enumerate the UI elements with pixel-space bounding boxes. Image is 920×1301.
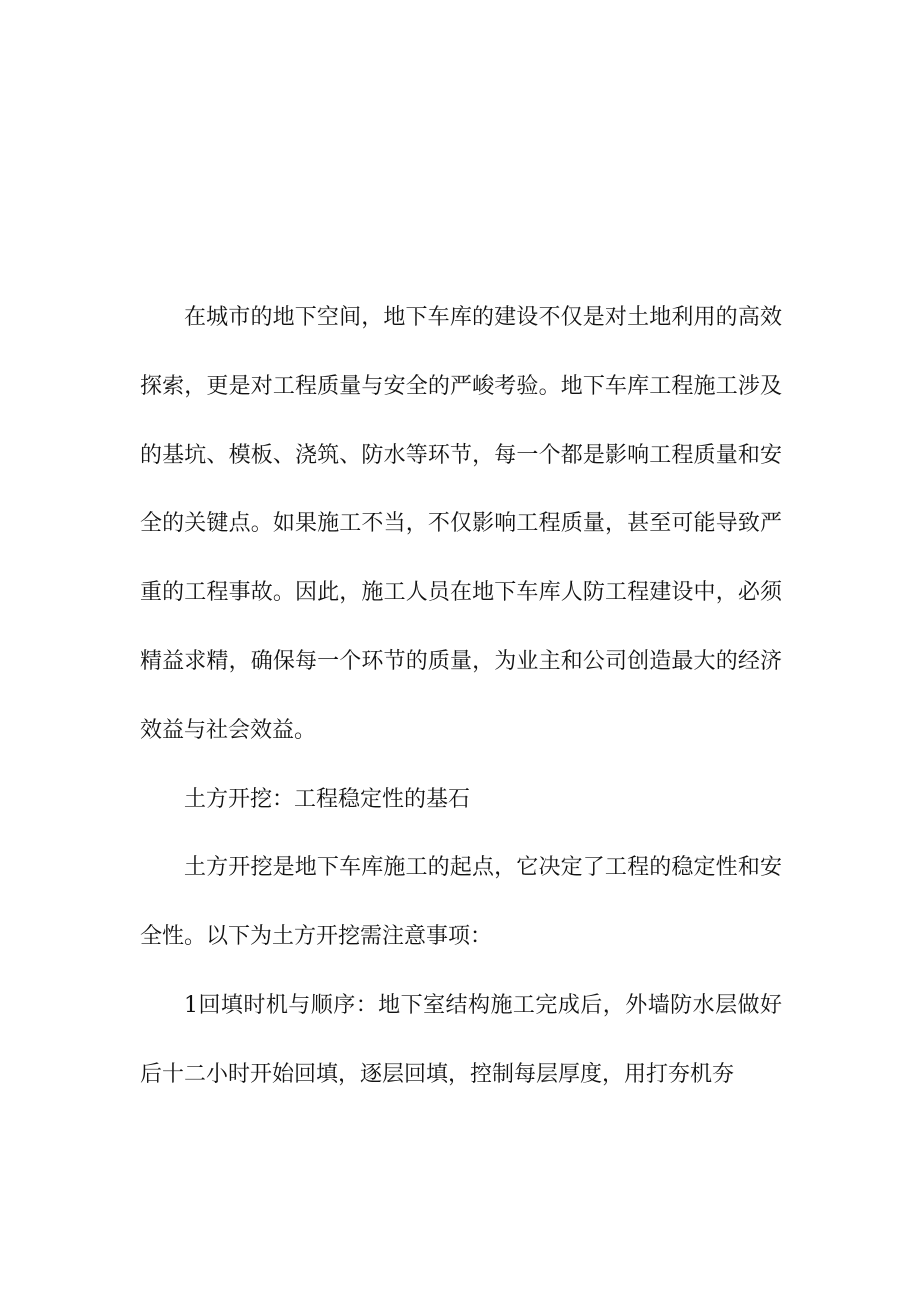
intro-paragraph: 在城市的地下空间，地下车库的建设不仅是对土地利用的高效探索，更是对工程质量与安全的严峻考验。地下车库工程施工涉及的基坑、模板、浇筑、防水等环节，每一个都是影响工程质量和安全的关键点。如果施工不当，不仅影响工程质量，甚至可能导致严重的工程事故。因此，施工人员在地下车库人防工程建设中，必须精益求精，确保每一个环节的质量，为业主和公司创造最大的经济效益与社会效益。: [140, 305, 782, 743]
list-item-1: 1回填时机与顺序：地下室结构施工完成后，外墙防水层做好后十二小时开始回填，逐层回填，控制每层厚度，用打夯机夯: [140, 992, 782, 1087]
section-paragraph: 土方开挖是地下车库施工的起点，它决定了工程的稳定性和安全性。以下为土方开挖需注意事项：: [140, 855, 782, 950]
section-heading: 土方开挖：工程稳定性的基石: [184, 786, 471, 812]
document-body: [140, 284, 782, 1110]
